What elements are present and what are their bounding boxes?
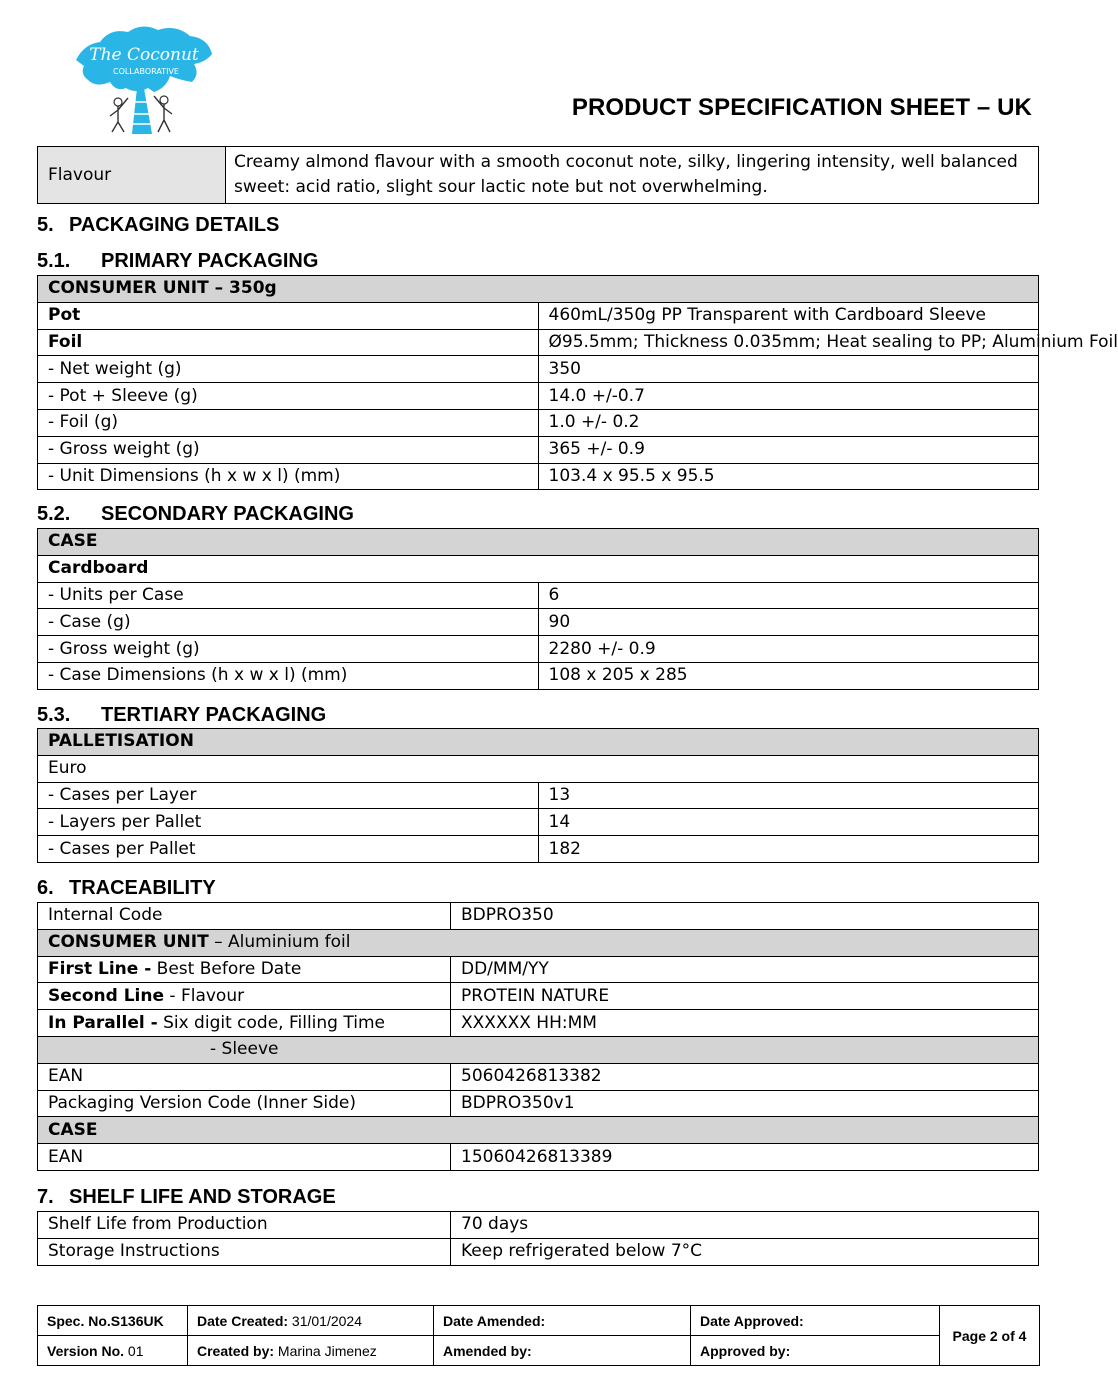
table-row — [38, 302, 1039, 329]
table-row — [38, 1336, 1040, 1366]
table-row — [38, 383, 1039, 410]
row-value: 103.4 x 95.5 x 95.5 — [538, 463, 1039, 490]
row-value: 5060426813382 — [451, 1063, 1039, 1090]
table-row — [38, 1238, 1039, 1265]
table-row — [38, 1144, 1039, 1171]
group-header: PALLETISATION — [48, 731, 194, 752]
table-row — [38, 276, 1039, 303]
section-heading-traceability: 6. TRACEABILITY — [37, 877, 216, 899]
row-label: Storage Instructions — [38, 1238, 451, 1265]
row-label: - Case (g) — [38, 609, 539, 636]
table-row — [38, 1036, 1039, 1063]
table-row — [38, 636, 1039, 663]
date-approved: Date Approved: — [691, 1306, 940, 1336]
row-value: BDPRO350v1 — [451, 1090, 1039, 1117]
table-row — [38, 147, 1039, 204]
row-label: - Net weight (g) — [38, 356, 539, 383]
table-row — [38, 929, 1039, 956]
table-row — [38, 983, 1039, 1010]
row-value: 90 — [538, 609, 1039, 636]
amended-by: Amended by: — [434, 1336, 691, 1366]
table-row — [38, 836, 1039, 863]
table-row — [38, 409, 1039, 436]
row-label: - Gross weight (g) — [38, 436, 539, 463]
group-header: CASE — [48, 1119, 98, 1140]
row-value: BDPRO350 — [451, 903, 1039, 930]
table-row — [38, 582, 1039, 609]
row-label: - Gross weight (g) — [38, 636, 539, 663]
row-label: EAN — [38, 1063, 451, 1090]
table-row — [38, 782, 1039, 809]
group-header: CONSUMER UNIT – Aluminium foil — [38, 929, 1039, 956]
table-row — [38, 755, 1039, 782]
row-label: - Cases per Layer — [38, 782, 539, 809]
row-label: - Unit Dimensions (h x w x l) (mm) — [38, 463, 539, 490]
row-label: Pot — [48, 305, 81, 326]
row-label: Foil — [48, 331, 83, 352]
row-value: 6 — [538, 582, 1039, 609]
page-title: PRODUCT SPECIFICATION SHEET – UK — [571, 94, 1032, 121]
created-by: Created by: Marina Jimenez — [188, 1336, 434, 1366]
spec-number: Spec. No.S136UK — [38, 1306, 188, 1336]
row-value: PROTEIN NATURE — [451, 983, 1039, 1010]
section-heading-shelf-life: 7. SHELF LIFE AND STORAGE — [37, 1186, 336, 1208]
table-row — [38, 809, 1039, 836]
row-value: 365 +/- 0.9 — [538, 436, 1039, 463]
row-label: - Case Dimensions (h x w x l) (mm) — [38, 662, 539, 689]
table-row — [38, 436, 1039, 463]
row-value: 13 — [538, 782, 1039, 809]
section-heading-packaging: 5. PACKAGING DETAILS — [37, 214, 280, 236]
table-row — [38, 1010, 1039, 1037]
secondary-packaging-table — [37, 528, 1039, 690]
date-created: Date Created: 31/01/2024 — [188, 1306, 434, 1336]
section-heading-tertiary: 5.3. TERTIARY PACKAGING — [37, 704, 327, 726]
flavour-table — [37, 146, 1039, 204]
row-value: 14 — [538, 809, 1039, 836]
table-row — [38, 956, 1039, 983]
table-row — [38, 1090, 1039, 1117]
subgroup-header: Euro — [38, 755, 1039, 782]
row-label: - Cases per Pallet — [38, 836, 539, 863]
row-label: Internal Code — [38, 903, 451, 930]
traceability-table — [37, 902, 1039, 1171]
row-value: 70 days — [451, 1212, 1039, 1239]
table-row — [38, 329, 1039, 356]
logo-text-bottom: COLLABORATIVE — [113, 67, 179, 76]
page-number: Page 2 of 4 — [940, 1306, 1040, 1366]
table-row — [38, 1306, 1040, 1336]
row-label: - Pot + Sleeve (g) — [38, 383, 539, 410]
date-amended: Date Amended: — [434, 1306, 691, 1336]
group-header: CASE — [48, 531, 98, 552]
table-row — [38, 529, 1039, 556]
table-row — [38, 555, 1039, 582]
row-label: Second Line - Flavour — [38, 983, 451, 1010]
row-value: 108 x 205 x 285 — [538, 662, 1039, 689]
row-value: 182 — [538, 836, 1039, 863]
table-row — [38, 1117, 1039, 1144]
row-value: 1.0 +/- 0.2 — [538, 409, 1039, 436]
logo-text-top: The Coconut — [89, 45, 199, 65]
subgroup-header: Cardboard — [48, 558, 149, 579]
flavour-value: Creamy almond flavour with a smooth coconut note, silky, lingering intensity, well balanced sweet: acid ratio, slight sour lactic note but not overwhelming. — [226, 147, 1039, 204]
row-value: Keep refrigerated below 7°C — [451, 1238, 1039, 1265]
flavour-label: Flavour — [38, 147, 226, 204]
approved-by: Approved by: — [691, 1336, 940, 1366]
row-label: - Units per Case — [38, 582, 539, 609]
tertiary-packaging-table — [37, 728, 1039, 863]
row-label: - Layers per Pallet — [38, 809, 539, 836]
row-value: 460mL/350g PP Transparent with Cardboard Sleeve — [538, 302, 1039, 329]
row-label: EAN — [38, 1144, 451, 1171]
row-value: Ø95.5mm; Thickness 0.035mm; Heat sealing to PP; Aluminium Foil — [538, 329, 1039, 356]
table-row — [38, 463, 1039, 490]
coconut-collaborative-logo — [66, 18, 216, 136]
row-label: First Line - Best Before Date — [38, 956, 451, 983]
table-row — [38, 609, 1039, 636]
table-row — [38, 1212, 1039, 1239]
row-label: In Parallel - Six digit code, Filling Time — [38, 1010, 451, 1037]
row-value: XXXXXX HH:MM — [451, 1010, 1039, 1037]
version-number: Version No. 01 — [38, 1336, 188, 1366]
row-label: Packaging Version Code (Inner Side) — [38, 1090, 451, 1117]
table-row — [38, 662, 1039, 689]
table-row — [38, 729, 1039, 756]
table-row — [38, 356, 1039, 383]
document-footer-table — [37, 1305, 1040, 1366]
section-heading-secondary: 5.2. SECONDARY PACKAGING — [37, 503, 354, 525]
primary-packaging-table — [37, 275, 1118, 490]
row-value: DD/MM/YY — [451, 956, 1039, 983]
group-header: CONSUMER UNIT – 350g — [48, 278, 277, 299]
row-value: 2280 +/- 0.9 — [538, 636, 1039, 663]
subgroup-header: - Sleeve — [38, 1036, 1039, 1063]
row-value: 14.0 +/-0.7 — [538, 383, 1039, 410]
section-heading-primary: 5.1. PRIMARY PACKAGING — [37, 250, 319, 272]
shelf-life-table — [37, 1211, 1039, 1266]
row-value: 15060426813389 — [451, 1144, 1039, 1171]
table-row — [38, 903, 1039, 930]
row-value: 350 — [538, 356, 1039, 383]
row-label: Shelf Life from Production — [38, 1212, 451, 1239]
row-label: - Foil (g) — [38, 409, 539, 436]
table-row — [38, 1063, 1039, 1090]
